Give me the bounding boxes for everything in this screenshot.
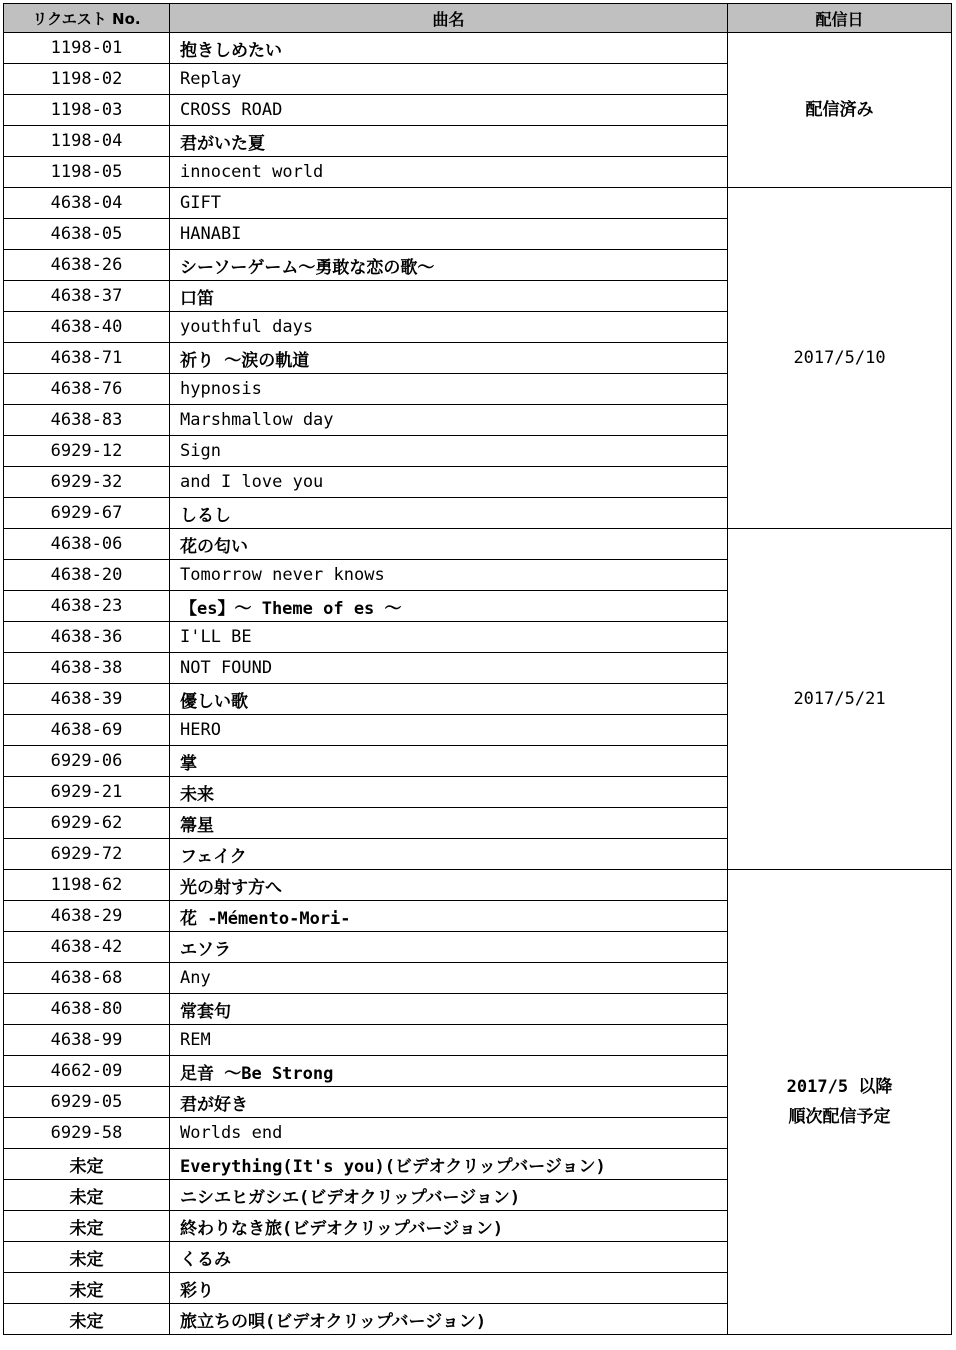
request-no-cell: 1198-03 <box>4 95 170 126</box>
request-no-cell: 4638-40 <box>4 312 170 343</box>
song-title-cell: 優しい歌 <box>170 684 728 715</box>
song-title-cell: Any <box>170 963 728 994</box>
request-no-cell: 4638-69 <box>4 715 170 746</box>
song-title-cell: 掌 <box>170 746 728 777</box>
song-title-cell: 彩り <box>170 1273 728 1304</box>
request-no-cell: 4638-76 <box>4 374 170 405</box>
request-no-cell: 4638-42 <box>4 932 170 963</box>
request-no-cell: 4638-39 <box>4 684 170 715</box>
request-no-cell: 6929-06 <box>4 746 170 777</box>
release-date-line: 2017/5 以降 <box>786 1077 893 1097</box>
release-date-line: 2017/5/10 <box>793 348 886 368</box>
request-no-cell: 4638-06 <box>4 529 170 560</box>
request-no-cell: 1198-62 <box>4 870 170 901</box>
header-request-no: リクエスト No. <box>4 4 170 33</box>
song-title-cell: Worlds end <box>170 1118 728 1149</box>
request-no-cell: 4638-80 <box>4 994 170 1025</box>
table-body <box>4 33 952 1335</box>
song-title-cell: 抱きしめたい <box>170 33 728 64</box>
request-no-cell: 6929-05 <box>4 1087 170 1118</box>
song-title-cell: 未来 <box>170 777 728 808</box>
song-title-cell: CROSS ROAD <box>170 95 728 126</box>
request-no-cell: 6929-72 <box>4 839 170 870</box>
request-no-cell: 6929-21 <box>4 777 170 808</box>
song-title-cell: 君がいた夏 <box>170 126 728 157</box>
request-no-cell: 未定 <box>4 1149 170 1180</box>
song-list-table <box>3 3 952 1335</box>
request-no-cell: 4638-20 <box>4 560 170 591</box>
request-no-cell: 1198-01 <box>4 33 170 64</box>
song-title-cell: 花 -Mémento-Mori- <box>170 901 728 932</box>
table-row <box>4 529 952 560</box>
song-title-cell: and I love you <box>170 467 728 498</box>
request-no-cell: 4638-38 <box>4 653 170 684</box>
header-row <box>4 4 952 33</box>
release-date-cell <box>728 870 952 1335</box>
release-date-cell <box>728 33 952 188</box>
song-title-cell: NOT FOUND <box>170 653 728 684</box>
song-title-cell: REM <box>170 1025 728 1056</box>
request-no-cell: 6929-62 <box>4 808 170 839</box>
request-no-cell: 4638-68 <box>4 963 170 994</box>
release-date-line: 2017/5/21 <box>793 689 886 709</box>
table-row <box>4 188 952 219</box>
song-title-cell: Sign <box>170 436 728 467</box>
request-no-cell: 未定 <box>4 1273 170 1304</box>
request-no-cell: 4638-04 <box>4 188 170 219</box>
song-title-cell: 【es】～ Theme of es ～ <box>170 591 728 622</box>
song-title-cell: Marshmallow day <box>170 405 728 436</box>
table-row <box>4 870 952 901</box>
song-title-cell: 祈り ～涙の軌道 <box>170 343 728 374</box>
request-no-cell: 4638-37 <box>4 281 170 312</box>
header-title: 曲名 <box>170 4 728 33</box>
song-title-cell: HERO <box>170 715 728 746</box>
song-title-cell: GIFT <box>170 188 728 219</box>
request-no-cell: 未定 <box>4 1242 170 1273</box>
request-no-cell: 4638-23 <box>4 591 170 622</box>
request-no-cell: 6929-12 <box>4 436 170 467</box>
song-title-cell: ニシエヒガシエ(ビデオクリップバージョン) <box>170 1180 728 1211</box>
release-date-line: 配信済み <box>805 100 874 120</box>
song-title-cell: innocent world <box>170 157 728 188</box>
request-no-cell: 4638-29 <box>4 901 170 932</box>
request-no-cell: 4638-71 <box>4 343 170 374</box>
request-no-cell: 1198-02 <box>4 64 170 95</box>
request-no-cell: 未定 <box>4 1211 170 1242</box>
song-title-cell: 箒星 <box>170 808 728 839</box>
request-no-cell: 6929-32 <box>4 467 170 498</box>
request-no-cell: 未定 <box>4 1304 170 1335</box>
song-title-cell: 君が好き <box>170 1087 728 1118</box>
release-date-cell <box>728 188 952 529</box>
release-date-cell <box>728 529 952 870</box>
song-title-cell: 口笛 <box>170 281 728 312</box>
song-title-cell: youthful days <box>170 312 728 343</box>
request-no-cell: 4638-99 <box>4 1025 170 1056</box>
request-no-cell: 6929-67 <box>4 498 170 529</box>
song-title-cell: フェイク <box>170 839 728 870</box>
song-title-cell: しるし <box>170 498 728 529</box>
request-no-cell: 4662-09 <box>4 1056 170 1087</box>
song-title-cell: Everything(It's you)(ビデオクリップバージョン) <box>170 1149 728 1180</box>
song-title-cell: 足音 ～Be Strong <box>170 1056 728 1087</box>
song-title-cell: 花の匂い <box>170 529 728 560</box>
request-no-cell: 1198-04 <box>4 126 170 157</box>
song-title-cell: Replay <box>170 64 728 95</box>
request-no-cell: 1198-05 <box>4 157 170 188</box>
song-title-cell: hypnosis <box>170 374 728 405</box>
song-title-cell: エソラ <box>170 932 728 963</box>
request-no-cell: 4638-05 <box>4 219 170 250</box>
song-title-cell: 旅立ちの唄(ビデオクリップバージョン) <box>170 1304 728 1335</box>
song-title-cell: くるみ <box>170 1242 728 1273</box>
song-title-cell: I'LL BE <box>170 622 728 653</box>
song-title-cell: シーソーゲーム～勇敢な恋の歌～ <box>170 250 728 281</box>
request-no-cell: 4638-83 <box>4 405 170 436</box>
song-title-cell: HANABI <box>170 219 728 250</box>
song-title-cell: Tomorrow never knows <box>170 560 728 591</box>
song-title-cell: 光の射す方へ <box>170 870 728 901</box>
header-date: 配信日 <box>728 4 952 33</box>
request-no-cell: 未定 <box>4 1180 170 1211</box>
table-row <box>4 33 952 64</box>
song-title-cell: 終わりなき旅(ビデオクリップバージョン) <box>170 1211 728 1242</box>
release-date-line: 順次配信予定 <box>788 1107 891 1127</box>
request-no-cell: 4638-36 <box>4 622 170 653</box>
request-no-cell: 6929-58 <box>4 1118 170 1149</box>
request-no-cell: 4638-26 <box>4 250 170 281</box>
song-title-cell: 常套句 <box>170 994 728 1025</box>
